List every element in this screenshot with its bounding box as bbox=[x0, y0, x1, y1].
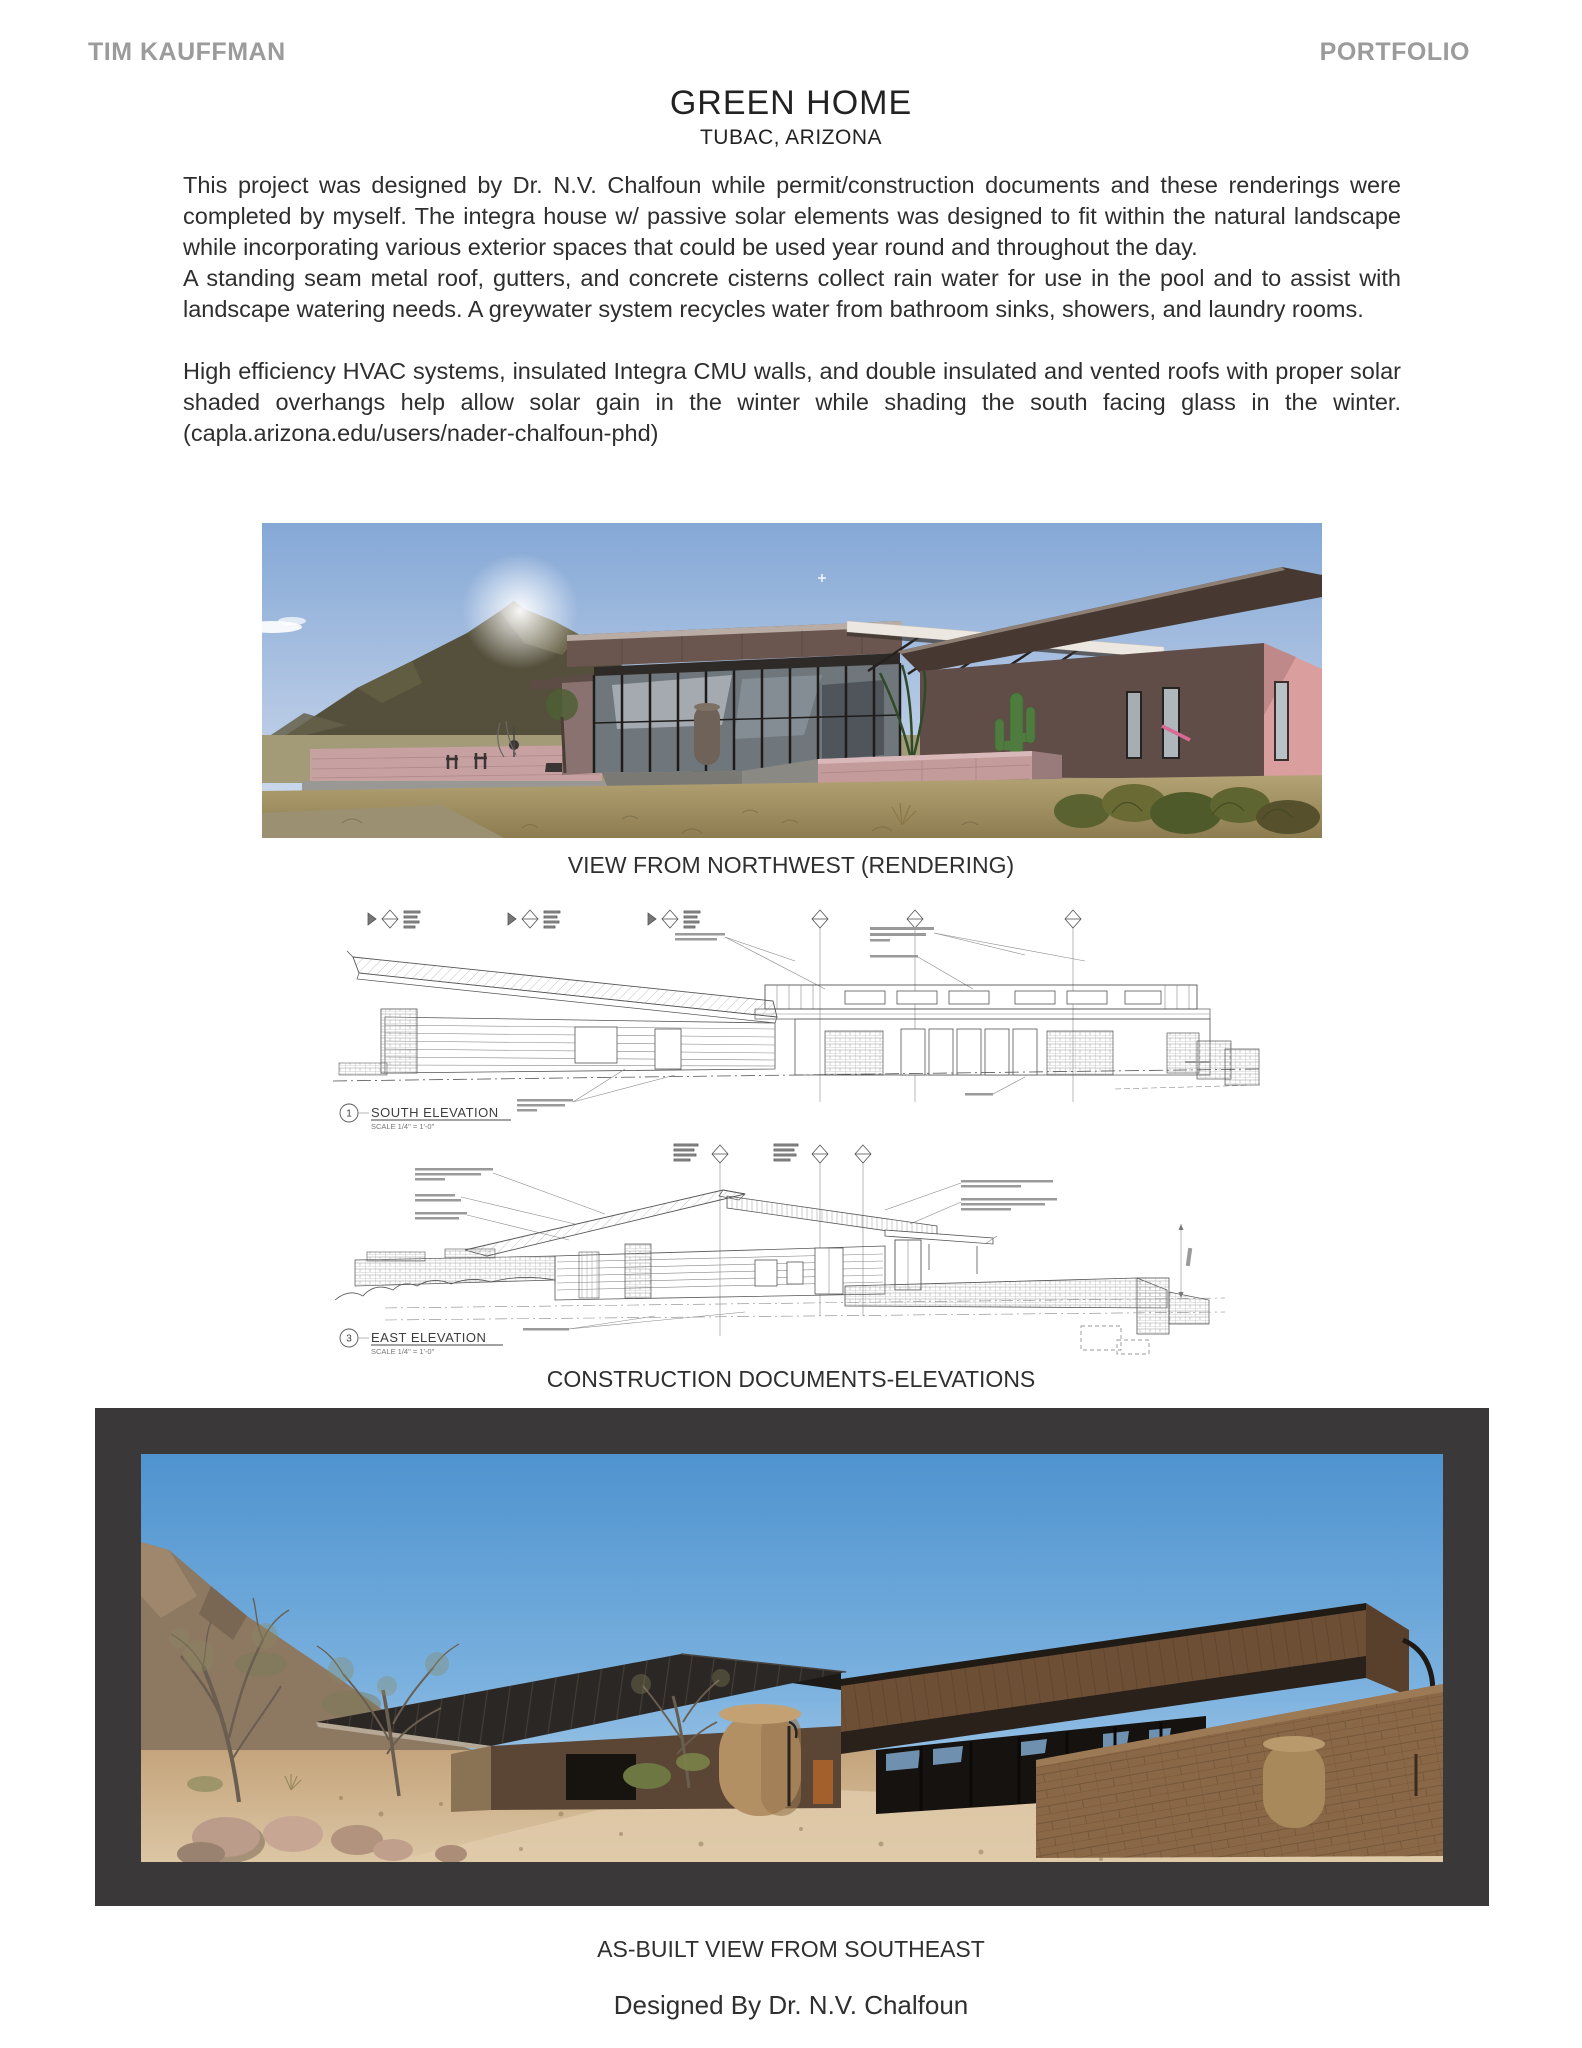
body-paragraph: High efficiency HVAC systems, insulated Integra CMU walls, and double insulated and vented roofs with proper solar shaded overhangs help allow solar gain in the winter while shading the south facing glass in the winter. (capla.arizona.edu/users/nader-chalfoun-phd) bbox=[183, 358, 1401, 446]
east-elevation-label: EAST ELEVATION bbox=[371, 1330, 487, 1345]
project-title: GREEN HOME bbox=[669, 84, 913, 122]
south-elevation-label: SOUTH ELEVATION bbox=[371, 1105, 499, 1120]
east-elevation-scale: SCALE 1/4" = 1'-0" bbox=[371, 1347, 435, 1356]
drawing-number-badge: 3 bbox=[346, 1333, 352, 1345]
project-description bbox=[183, 170, 1401, 449]
page-header bbox=[88, 38, 1470, 67]
body-paragraph: This project was designed by Dr. N.V. Chalfoun while permit/construction documents and these renderings were completed by myself. The integra house w/ passive solar elements was designed to fit within the natural landscape while incorporating various exterior spaces that could be used year round and throughout the day. bbox=[183, 172, 1401, 260]
rendering-artwork bbox=[262, 523, 1322, 838]
project-location: TUBAC, ARIZONA bbox=[699, 126, 883, 149]
rendering-caption: VIEW FROM NORTHWEST (RENDERING) bbox=[567, 852, 1015, 878]
header-author: TIM KAUFFMAN bbox=[88, 38, 286, 66]
drawing-number-badge: 1 bbox=[346, 1108, 352, 1120]
as-built-caption: AS-BUILT VIEW FROM SOUTHEAST bbox=[597, 1936, 985, 1962]
south-elevation-drawing bbox=[325, 897, 1265, 1132]
as-built-photo bbox=[141, 1454, 1443, 1862]
photo-frame bbox=[95, 1408, 1489, 1906]
designer-credit: Designed By Dr. N.V. Chalfoun bbox=[613, 1990, 969, 2020]
rendering-image bbox=[262, 523, 1322, 838]
elevations-caption: CONSTRUCTION DOCUMENTS-ELEVATIONS bbox=[546, 1366, 1036, 1392]
south-elevation-scale: SCALE 1/4" = 1'-0" bbox=[371, 1122, 435, 1131]
header-section: PORTFOLIO bbox=[1319, 38, 1470, 66]
body-paragraph: A standing seam metal roof, gutters, and concrete cisterns collect rain water for use in the pool and to assist with landscape watering needs. A greywater system recycles water from bathroom sinks, showers, and laundry rooms. bbox=[183, 265, 1401, 322]
east-elevation-drawing bbox=[325, 1128, 1265, 1360]
